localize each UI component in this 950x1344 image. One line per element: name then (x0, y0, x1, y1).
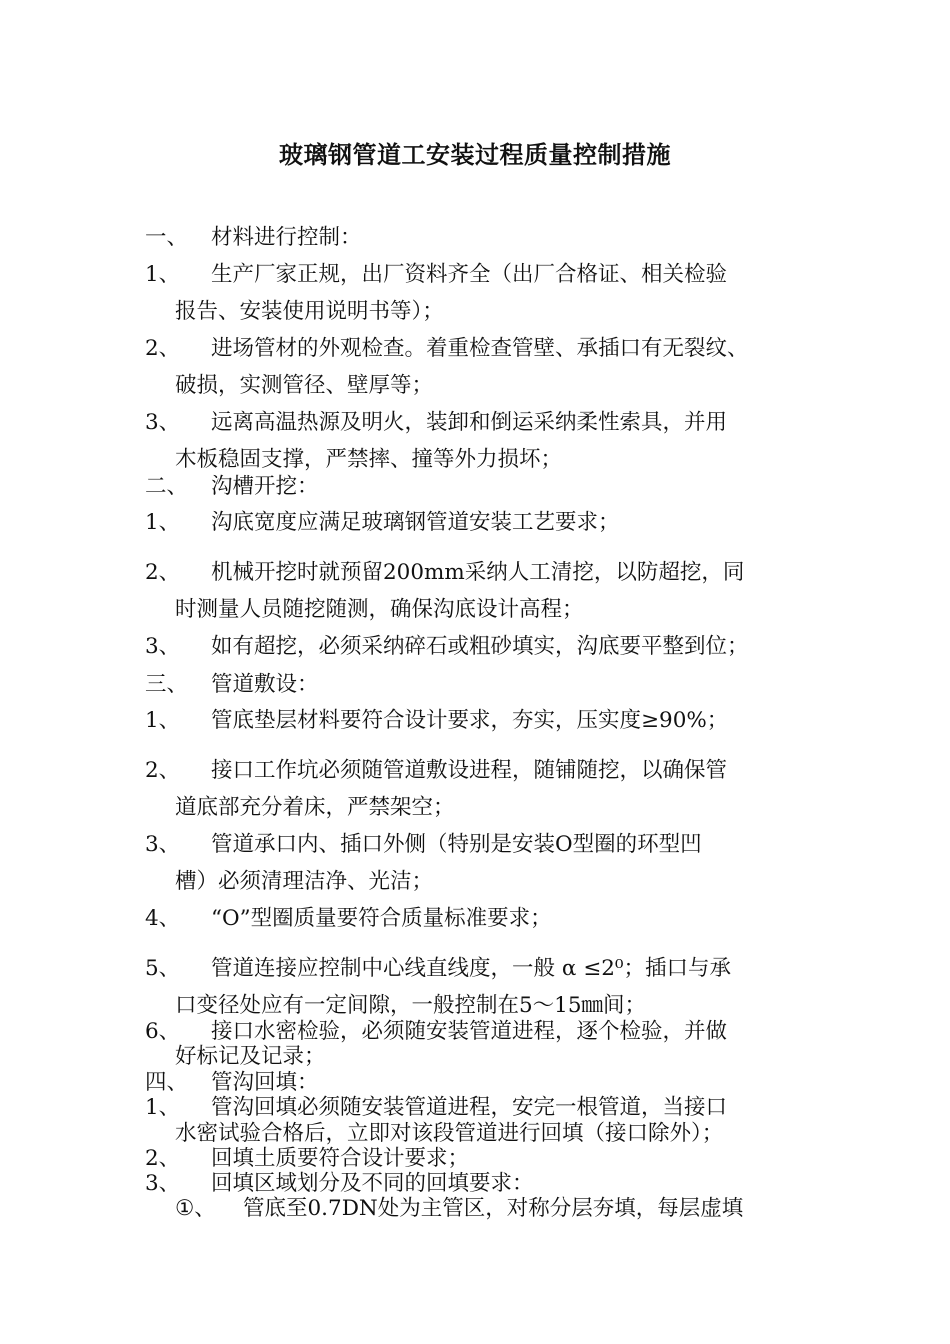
document-title: 玻璃钢管道工安装过程质量控制措施 (279, 140, 671, 169)
item-text: “O”型圈质量要符合质量标准要求； (211, 906, 552, 931)
item-text: 沟底宽度应满足玻璃钢管道安装工艺要求； (211, 510, 620, 535)
item-number: 4、 (145, 906, 181, 931)
section-text: 材料进行控制： (211, 225, 362, 250)
section-text: 管沟回填： (211, 1070, 319, 1095)
item-text: 回填区域划分及不同的回填要求： (211, 1171, 534, 1196)
item-text: 管沟回填必须随安装管道进程，安完一根管道，当接口 (211, 1095, 728, 1120)
section-heading (145, 472, 815, 502)
list-item (145, 904, 815, 934)
item-number: 3、 (145, 634, 181, 659)
section-number: 一、 (145, 225, 189, 250)
list-item (145, 334, 815, 364)
item-number: 2、 (145, 560, 181, 585)
section-heading (145, 223, 815, 253)
list-item (145, 408, 815, 438)
item-text: 远离高温热源及明火，装卸和倒运采纳柔性索具，并用 (211, 410, 728, 435)
item-number: 3、 (145, 832, 181, 857)
list-item (145, 706, 815, 736)
item-number: 2、 (145, 336, 181, 361)
item-number: 3、 (145, 410, 181, 435)
item-text: 进场管材的外观检查。着重检查管壁、承插口有无裂纹、 (211, 336, 749, 361)
sub-list-item (175, 1194, 815, 1224)
item-continuation: 好标记及记录； (175, 1044, 326, 1069)
item-text: 回填土质要符合设计要求； (211, 1146, 470, 1171)
item-text: 接口水密检验，必须随安装管道进程，逐个检验，并做 (211, 1019, 728, 1044)
item-text: 管道连接应控制中心线直线度，一般 α ≤2⁰；插口与承 (211, 956, 732, 981)
section-text: 沟槽开挖： (211, 474, 319, 499)
item-number: 5、 (145, 956, 181, 981)
item-continuation: 槽）必须清理洁净、光洁； (175, 869, 434, 894)
item-number: 1、 (145, 262, 181, 287)
item-text: 机械开挖时就预留200mm采纳人工清挖，以防超挖，同 (211, 560, 745, 585)
item-number: 1、 (145, 708, 181, 733)
list-item (145, 508, 815, 538)
item-text: 如有超挖，必须采纳碎石或粗砂填实，沟底要平整到位； (211, 634, 749, 659)
list-item (145, 558, 815, 588)
item-number: 1、 (145, 1095, 181, 1120)
list-item (145, 756, 815, 786)
sub-item-number: ①、 (175, 1196, 216, 1221)
item-text: 接口工作坑必须随管道敷设进程，随铺随挖，以确保管 (211, 758, 728, 783)
section-number: 四、 (145, 1070, 189, 1095)
item-continuation: 道底部充分着床，严禁架空； (175, 795, 455, 820)
item-number: 1、 (145, 510, 181, 535)
list-item (145, 260, 815, 290)
item-continuation: 时测量人员随挖随测，确保沟底设计高程； (175, 597, 584, 622)
list-item (145, 954, 815, 984)
section-text: 管道敷设： (211, 672, 319, 697)
section-number: 三、 (145, 672, 189, 697)
item-continuation: 报告、安装使用说明书等）； (175, 299, 444, 324)
item-number: 3、 (145, 1171, 181, 1196)
item-continuation: 破损，实测管径、壁厚等； (175, 373, 434, 398)
item-continuation: 木板稳固支撑，严禁摔、撞等外力损坏； (175, 447, 563, 472)
list-item (145, 830, 815, 860)
item-number: 2、 (145, 1146, 181, 1171)
item-continuation: 口变径处应有一定间隙，一般控制在5～15㎜间； (175, 993, 647, 1018)
sub-item-text: 管底至0.7DN处为主管区，对称分层夯填，每层虚填 (243, 1196, 744, 1221)
section-heading (145, 670, 815, 700)
list-item (145, 632, 815, 662)
item-text: 生产厂家正规，出厂资料齐全（出厂合格证、相关检验 (211, 262, 728, 287)
item-continuation: 水密试验合格后，立即对该段管道进行回填（接口除外）； (175, 1121, 724, 1146)
section-number: 二、 (145, 474, 189, 499)
item-number: 6、 (145, 1019, 181, 1044)
item-text: 管底垫层材料要符合设计要求，夯实，压实度≥90%； (211, 708, 729, 733)
item-number: 2、 (145, 758, 181, 783)
item-text: 管道承口内、插口外侧（特别是安装O型圈的环型凹 (211, 832, 702, 857)
